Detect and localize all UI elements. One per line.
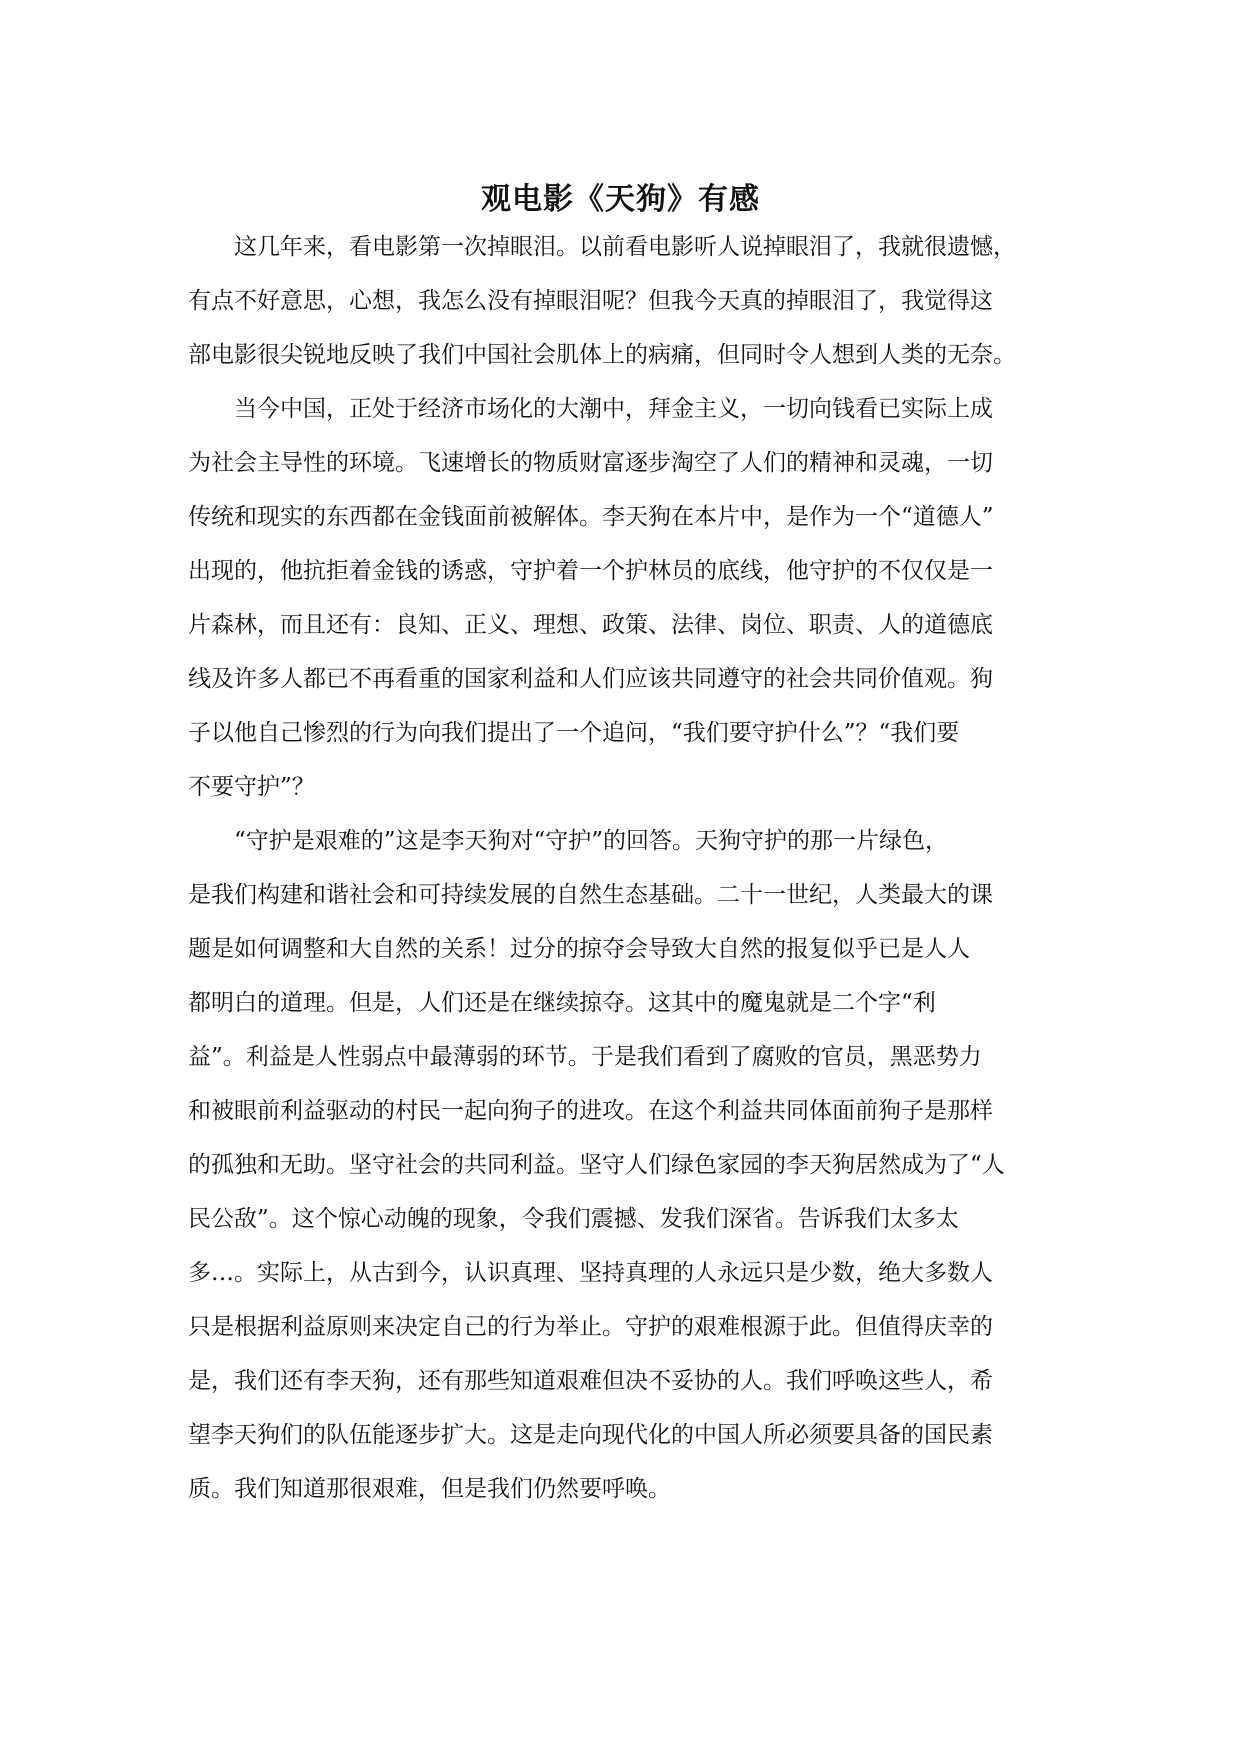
text-line: “守护是艰难的”这是李天狗对“守护”的回答。天狗守护的那一片绿色， bbox=[234, 828, 949, 854]
text-line: 多…。实际上，从古到今，认识真理、坚持真理的人永远只是少数，绝大多数人 bbox=[188, 1260, 993, 1286]
document-body bbox=[188, 220, 1058, 1516]
text-line: 望李天狗们的队伍能逐步扩大。这是走向现代化的中国人所必须要具备的国民素 bbox=[188, 1422, 993, 1448]
text-line: 和被眼前利益驱动的村民一起向狗子的进攻。在这个利益共同体面前狗子是那样 bbox=[188, 1098, 993, 1124]
text-line: 民公敌”。这个惊心动魄的现象，令我们震撼、发我们深省。告诉我们太多太 bbox=[188, 1206, 959, 1232]
text-line: 是我们构建和谐社会和可持续发展的自然生态基础。二十一世纪，人类最大的课 bbox=[188, 882, 993, 908]
text-line: 的孤独和无助。坚守社会的共同利益。坚守人们绿色家园的李天狗居然成为了“人 bbox=[188, 1152, 1005, 1178]
page-title: 观电影《天狗》有感 bbox=[481, 182, 760, 218]
text-line: 为社会主导性的环境。飞速增长的物质财富逐步淘空了人们的精神和灵魂，一切 bbox=[188, 450, 993, 476]
text-line: 质。我们知道那很艰难，但是我们仍然要呼唤。 bbox=[188, 1476, 671, 1502]
text-line: 有点不好意思，心想，我怎么没有掉眼泪呢？但我今天真的掉眼泪了，我觉得这 bbox=[188, 288, 993, 314]
text-line: 片森林，而且还有：良知、正义、理想、政策、法律、岗位、职责、人的道德底 bbox=[188, 612, 993, 638]
text-line: 是，我们还有李天狗，还有那些知道艰难但决不妥协的人。我们呼唤这些人，希 bbox=[188, 1368, 993, 1394]
text-line: 只是根据利益原则来决定自己的行为举止。守护的艰难根源于此。但值得庆幸的 bbox=[188, 1314, 993, 1340]
paragraph-1 bbox=[188, 220, 1058, 382]
text-line: 传统和现实的东西都在金钱面前被解体。李天狗在本片中，是作为一个“道德人” bbox=[188, 504, 994, 530]
text-line: 出现的，他抗拒着金钱的诱惑，守护着一个护林员的底线，他守护的不仅仅是一 bbox=[188, 558, 993, 584]
text-line: 当今中国，正处于经济市场化的大潮中，拜金主义，一切向钱看已实际上成 bbox=[234, 396, 993, 422]
text-line: 子以他自己惨烈的行为向我们提出了一个追问，“我们要守护什么”？“我们要 bbox=[188, 720, 960, 746]
text-line: 都明白的道理。但是，人们还是在继续掠夺。这其中的魔鬼就是二个字“利 bbox=[188, 990, 936, 1016]
text-line: 益”。利益是人性弱点中最薄弱的环节。于是我们看到了腐败的官员，黑恶势力 bbox=[188, 1044, 982, 1070]
paragraph-3 bbox=[188, 814, 1058, 1516]
text-line: 题是如何调整和大自然的关系！过分的掠夺会导致大自然的报复似乎已是人人 bbox=[188, 936, 970, 962]
text-line: 这几年来，看电影第一次掉眼泪。以前看电影听人说掉眼泪了，我就很遗憾， bbox=[234, 234, 1016, 260]
text-line: 线及许多人都已不再看重的国家利益和人们应该共同遵守的社会共同价值观。狗 bbox=[188, 666, 993, 692]
paragraph-2 bbox=[188, 382, 1058, 814]
text-line: 不要守护”？ bbox=[188, 774, 315, 800]
text-line: 部电影很尖锐地反映了我们中国社会肌体上的病痛，但同时令人想到人类的无奈。 bbox=[188, 342, 1016, 368]
